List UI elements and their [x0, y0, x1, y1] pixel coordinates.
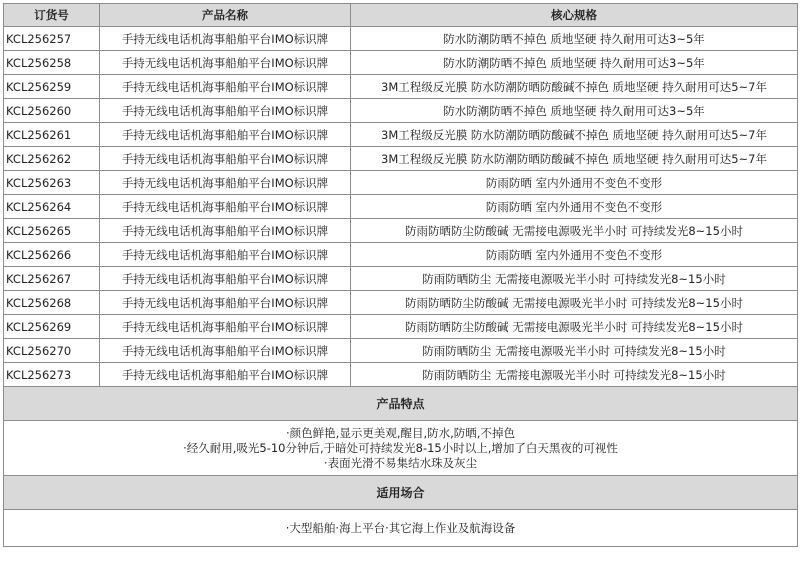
- table-row: [4, 147, 798, 171]
- features-title: 产品特点: [4, 387, 798, 421]
- core-spec-cell: 防雨防晒防尘防酸碱 无需接电源吸光半小时 可持续发光8~15小时: [351, 315, 798, 339]
- table-row: [4, 99, 798, 123]
- product-name-cell: 手持无线电话机海事船舶平台IMO标识牌: [100, 315, 351, 339]
- order-number-cell: KCL256267: [4, 267, 100, 291]
- order-number-cell: KCL256262: [4, 147, 100, 171]
- scenes-row: [4, 510, 798, 547]
- order-number-cell: KCL256263: [4, 171, 100, 195]
- table-header-row: [4, 4, 798, 27]
- scenes-title: 适用场合: [4, 476, 798, 510]
- core-spec-cell: 防水防潮防晒不掉色 质地坚硬 持久耐用可达3~5年: [351, 27, 798, 51]
- feature-line: ·表面光滑不易集结水珠及灰尘: [323, 455, 478, 470]
- core-spec-cell: 防雨防晒防尘防酸碱 无需接电源吸光半小时 可持续发光8~15小时: [351, 291, 798, 315]
- order-number-cell: KCL256257: [4, 27, 100, 51]
- table-body: [4, 27, 798, 387]
- core-spec-cell: 防水防潮防晒不掉色 质地坚硬 持久耐用可达3~5年: [351, 51, 798, 75]
- table-row: [4, 27, 798, 51]
- product-name-cell: 手持无线电话机海事船舶平台IMO标识牌: [100, 363, 351, 387]
- header-order-number: 订货号: [4, 4, 100, 27]
- header-core-spec: 核心规格: [351, 4, 798, 27]
- table-row: [4, 219, 798, 243]
- table-row: [4, 291, 798, 315]
- order-number-cell: KCL256266: [4, 243, 100, 267]
- order-number-cell: KCL256268: [4, 291, 100, 315]
- order-number-cell: KCL256259: [4, 75, 100, 99]
- product-name-cell: 手持无线电话机海事船舶平台IMO标识牌: [100, 123, 351, 147]
- features-row: [4, 421, 798, 476]
- order-number-cell: KCL256265: [4, 219, 100, 243]
- core-spec-cell: 防雨防晒 室内外通用不变色不变形: [351, 195, 798, 219]
- features-header-row: [4, 387, 798, 421]
- product-spec-table: [3, 3, 798, 547]
- core-spec-cell: 防雨防晒防尘 无需接电源吸光半小时 可持续发光8~15小时: [351, 339, 798, 363]
- product-name-cell: 手持无线电话机海事船舶平台IMO标识牌: [100, 99, 351, 123]
- order-number-cell: KCL256258: [4, 51, 100, 75]
- core-spec-cell: 防雨防晒 室内外通用不变色不变形: [351, 243, 798, 267]
- core-spec-cell: 3M工程级反光膜 防水防潮防晒防酸碱不掉色 质地坚硬 持久耐用可达5~7年: [351, 75, 798, 99]
- core-spec-cell: 3M工程级反光膜 防水防潮防晒防酸碱不掉色 质地坚硬 持久耐用可达5~7年: [351, 123, 798, 147]
- feature-line: ·颜色鲜艳,显示更美观,醒目,防水,防晒,不掉色: [286, 425, 515, 440]
- product-name-cell: 手持无线电话机海事船舶平台IMO标识牌: [100, 75, 351, 99]
- table-row: [4, 363, 798, 387]
- product-name-cell: 手持无线电话机海事船舶平台IMO标识牌: [100, 171, 351, 195]
- core-spec-cell: 3M工程级反光膜 防水防潮防晒防酸碱不掉色 质地坚硬 持久耐用可达5~7年: [351, 147, 798, 171]
- order-number-cell: KCL256260: [4, 99, 100, 123]
- order-number-cell: KCL256261: [4, 123, 100, 147]
- table-row: [4, 339, 798, 363]
- order-number-cell: KCL256273: [4, 363, 100, 387]
- product-name-cell: 手持无线电话机海事船舶平台IMO标识牌: [100, 243, 351, 267]
- order-number-cell: KCL256270: [4, 339, 100, 363]
- table-row: [4, 51, 798, 75]
- core-spec-cell: 防水防潮防晒不掉色 质地坚硬 持久耐用可达3~5年: [351, 99, 798, 123]
- product-name-cell: 手持无线电话机海事船舶平台IMO标识牌: [100, 339, 351, 363]
- product-name-cell: 手持无线电话机海事船舶平台IMO标识牌: [100, 27, 351, 51]
- core-spec-cell: 防雨防晒 室内外通用不变色不变形: [351, 171, 798, 195]
- product-name-cell: 手持无线电话机海事船舶平台IMO标识牌: [100, 147, 351, 171]
- feature-line: ·经久耐用,吸光5-10分钟后,于暗处可持续发光8-15小时以上,增加了白天黑夜的可视性: [183, 440, 618, 455]
- product-name-cell: 手持无线电话机海事船舶平台IMO标识牌: [100, 291, 351, 315]
- header-product-name: 产品名称: [100, 4, 351, 27]
- order-number-cell: KCL256264: [4, 195, 100, 219]
- features-list: [4, 421, 798, 476]
- core-spec-cell: 防雨防晒防尘 无需接电源吸光半小时 可持续发光8~15小时: [351, 363, 798, 387]
- table-row: [4, 171, 798, 195]
- table-row: [4, 195, 798, 219]
- table-row: [4, 243, 798, 267]
- table-row: [4, 267, 798, 291]
- core-spec-cell: 防雨防晒防尘 无需接电源吸光半小时 可持续发光8~15小时: [351, 267, 798, 291]
- table-row: [4, 315, 798, 339]
- scenes-text: ·大型船舶·海上平台·其它海上作业及航海设备: [4, 510, 798, 547]
- product-name-cell: 手持无线电话机海事船舶平台IMO标识牌: [100, 195, 351, 219]
- table-row: [4, 123, 798, 147]
- core-spec-cell: 防雨防晒防尘防酸碱 无需接电源吸光半小时 可持续发光8~15小时: [351, 219, 798, 243]
- order-number-cell: KCL256269: [4, 315, 100, 339]
- product-name-cell: 手持无线电话机海事船舶平台IMO标识牌: [100, 267, 351, 291]
- scenes-header-row: [4, 476, 798, 510]
- table-row: [4, 75, 798, 99]
- product-name-cell: 手持无线电话机海事船舶平台IMO标识牌: [100, 51, 351, 75]
- product-name-cell: 手持无线电话机海事船舶平台IMO标识牌: [100, 219, 351, 243]
